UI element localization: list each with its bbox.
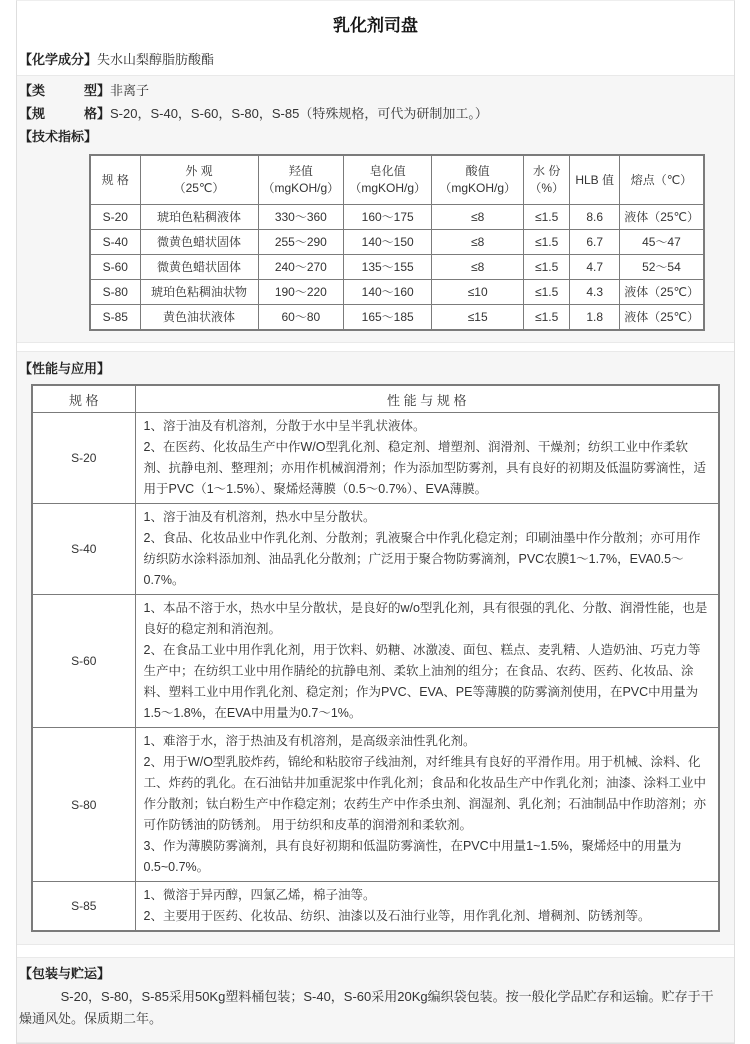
tech-table-row [90,255,704,280]
tech-cell: 165～185 [344,305,432,331]
field-specifications [17,102,734,125]
tech-table-body [90,205,704,331]
field-label: 【类 型】 [19,83,111,98]
perf-table-row [32,882,719,932]
tech-cell: ≤1.5 [524,230,570,255]
tech-cell: 琥珀色粘稠油状物 [140,280,258,305]
perf-header-desc: 性 能 与 规 格 [135,385,719,413]
perf-spec-cell: S-60 [32,595,135,728]
tech-cell: 黄色油状液体 [140,305,258,331]
perf-item: 2、在医药、化妆品生产中作W/O型乳化剂、稳定剂、增塑剂、润滑剂、干燥剂；纺织工业中作柔软剂、抗静电剂、整理剂；亦用作机械润滑剂；作为添加型防雾剂，具有良好的初期及低温防雾滴性，适用于PVC（1～1.5%）、聚烯烃薄膜（0.5～0.7%）、EVA薄膜。 [143,440,707,496]
tech-cell: 60～80 [258,305,344,331]
field-label: 【化学成分】 [19,52,98,67]
packing-section [17,957,734,1043]
tech-cell: ≤1.5 [524,255,570,280]
section-gap [17,343,734,351]
field-value: S-20，S-40，S-60，S-80，S-85（特殊规格，可代为研制加工。） [110,106,488,121]
perf-table-body [32,413,719,932]
perf-item: 1、微溶于异丙醇，四氯乙烯，棉子油等。 [143,888,376,902]
perf-spec-cell: S-80 [32,728,135,882]
field-label: 【规 格】 [19,106,111,121]
tech-header-cell: 皂化值 （mgKOH/g） [344,155,432,205]
perf-desc-cell [135,504,719,595]
perf-item: 1、难溶于水，溶于热油及有机溶剂，是高级亲油性乳化剂。 [143,734,476,748]
tech-cell: ≤10 [432,280,524,305]
tech-cell: ≤8 [432,205,524,230]
perf-item: 1、溶于油及有机溶剂，分散于水中呈半乳状液体。 [143,419,426,433]
tech-cell: 52～54 [620,255,704,280]
perf-spec-cell: S-40 [32,504,135,595]
perf-spec-cell: S-20 [32,413,135,504]
tech-cell: 255～290 [258,230,344,255]
perf-item: 3、作为薄膜防雾滴剂，具有良好初期和低温防雾滴性，在PVC中用量1~1.5%，聚烯烃中的用量为0.5~0.7%。 [143,839,682,874]
tech-cell: 45～47 [620,230,704,255]
performance-section-heading: 【性能与应用】 [19,361,111,376]
tech-cell: 微黄色蜡状固体 [140,230,258,255]
tech-header-cell: 羟值 （mgKOH/g） [258,155,344,205]
perf-desc-cell [135,882,719,932]
tech-table-row [90,305,704,331]
perf-item: 2、主要用于医药、化妆品、纺织、油漆以及石油行业等，用作乳化剂、增稠剂、防锈剂等。 [143,909,651,923]
tech-table-header-row [90,155,704,205]
tech-table-row [90,230,704,255]
packing-section-heading: 【包装与贮运】 [19,966,111,981]
tech-cell: 135～155 [344,255,432,280]
tech-header-cell: 熔点（℃） [620,155,704,205]
tech-header-cell: 酸值 （mgKOH/g） [432,155,524,205]
perf-header-spec: 规 格 [32,385,135,413]
tech-cell: ≤15 [432,305,524,331]
tech-cell: S-40 [90,230,140,255]
perf-table-row [32,595,719,728]
tech-cell: ≤1.5 [524,305,570,331]
packing-text: S-20，S-80，S-85采用50Kg塑料桶包装；S-40，S-60采用20Kg编织袋包装。按一般化学品贮存和运输。贮存于干燥通风处。保质期二年。 [19,989,714,1026]
perf-spec-cell: S-85 [32,882,135,932]
tech-cell: ≤1.5 [524,280,570,305]
field-type [17,79,734,102]
perf-desc-cell [135,728,719,882]
perf-table-header-row [32,385,719,413]
tech-cell: 160～175 [344,205,432,230]
tech-cell: 140～160 [344,280,432,305]
tech-cell: 4.3 [570,280,620,305]
tech-cell: 液体（25℃） [620,305,704,331]
tech-header-cell: HLB 值 [570,155,620,205]
tech-cell: S-20 [90,205,140,230]
tech-cell: 240～270 [258,255,344,280]
perf-table-row [32,728,719,882]
tech-cell: S-60 [90,255,140,280]
perf-item: 2、在食品工业中用作乳化剂，用于饮料、奶糖、冰激凌、面包、糕点、麦乳精、人造奶油、巧克力等生产中；在纺织工业中用作腈纶的抗静电剂、柔软上油剂的组分；在食品、农药、医药、化妆品、涂料、塑料工业中用作乳化剂、稳定剂；作为PVC、EVA、PE等薄膜的防雾滴剂使用，在PVC中用量为1.5～1.8%，在EVA中用量为0.7～1%。 [143,643,701,720]
section-gap [17,945,734,957]
tech-cell: 琥珀色粘稠液体 [140,205,258,230]
performance-section [17,351,734,945]
tech-header-cell: 规 格 [90,155,140,205]
tech-section-heading: 【技术指标】 [19,129,98,144]
tech-cell: 液体（25℃） [620,205,704,230]
tech-header-cell: 外 观 （25℃） [140,155,258,205]
tech-cell: 液体（25℃） [620,280,704,305]
perf-table-row [32,413,719,504]
perf-item: 1、溶于油及有机溶剂，热水中呈分散状。 [143,510,376,524]
tech-cell: ≤1.5 [524,205,570,230]
header-section [17,1,734,75]
perf-desc-cell [135,413,719,504]
tech-table-row [90,280,704,305]
tech-cell: ≤8 [432,255,524,280]
tech-cell: 8.6 [570,205,620,230]
tech-cell: 190～220 [258,280,344,305]
tech-cell: S-85 [90,305,140,331]
tech-cell: ≤8 [432,230,524,255]
tech-cell: 4.7 [570,255,620,280]
tech-table [89,154,705,331]
perf-item: 1、本品不溶于水，热水中呈分散状，是良好的w/o型乳化剂，具有很强的乳化、分散、润滑性能，也是良好的稳定剂和消泡剂。 [143,601,708,636]
tech-cell: S-80 [90,280,140,305]
tech-cell: 6.7 [570,230,620,255]
perf-table-row [32,504,719,595]
document-page [16,0,735,1044]
tech-section [17,75,734,343]
field-chemical-composition [17,48,734,71]
tech-cell: 140～150 [344,230,432,255]
tech-cell: 1.8 [570,305,620,331]
perf-item: 2、用于W/O型乳胶炸药，锦纶和粘胶帘子线油剂，对纤维具有良好的平滑作用。用于机械、涂料、化工、炸药的乳化。在石油钻井加重泥浆中作乳化剂；食品和化妆品生产中作乳化剂；油漆、涂料工业中作分散剂；钛白粉生产中作稳定剂；农药生产中作杀虫剂、润湿剂、乳化剂；石油制品中作助溶剂；亦可作防锈油的防锈剂。 用于纺织和皮革的润滑剂和柔软剂。 [143,755,707,832]
field-value: 失水山梨醇脂肪酸酯 [97,52,215,67]
field-value: 非离子 [110,83,150,98]
tech-cell: 微黄色蜡状固体 [140,255,258,280]
perf-desc-cell [135,595,719,728]
page-title: 乳化剂司盘 [333,16,418,35]
perf-item: 2、食品、化妆品业中作乳化剂、分散剂；乳液聚合中作乳化稳定剂；印刷油墨中作分散剂；亦可用作纺织防水涂料添加剂、油品乳化分散剂；广泛用于聚合物防雾滴剂，PVC农膜1～1.7%，EVA0.5～0.7%。 [143,531,701,587]
tech-table-row [90,205,704,230]
tech-header-cell: 水 份 （%） [524,155,570,205]
performance-table [31,384,720,932]
tech-cell: 330～360 [258,205,344,230]
